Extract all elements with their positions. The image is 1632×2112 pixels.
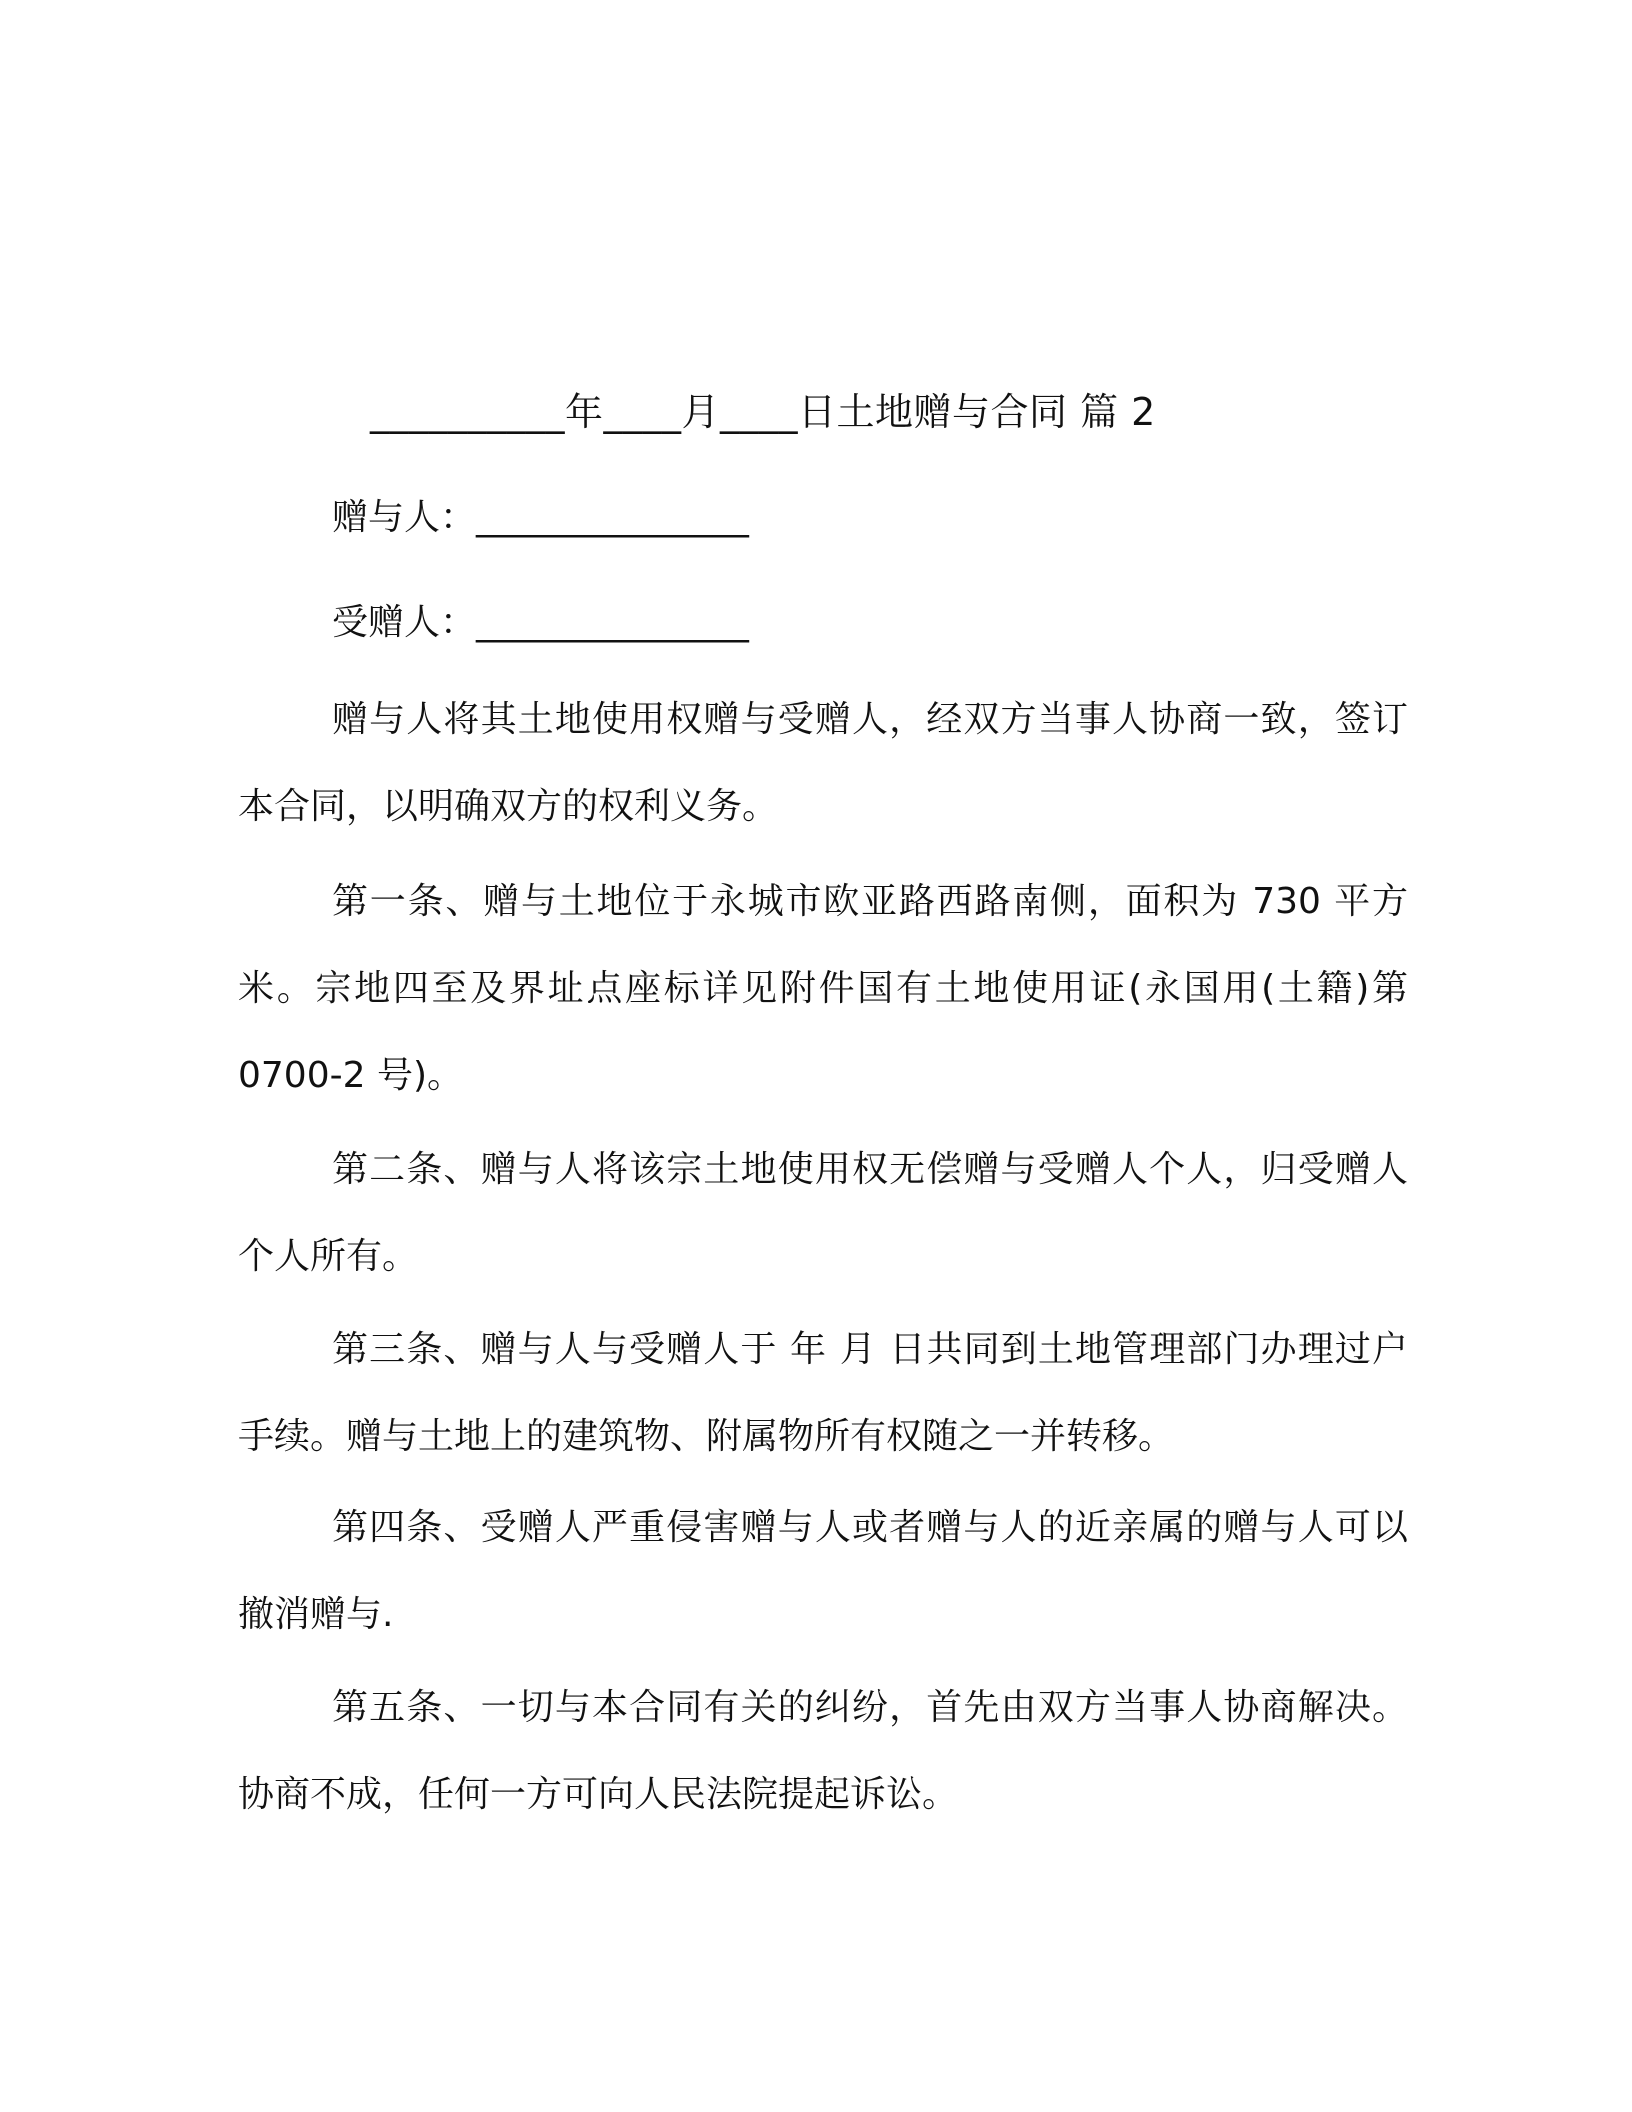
donor-line: [332, 490, 749, 546]
donee-blank: _______________: [476, 602, 750, 643]
paragraph-intro: 赠与人将其土地使用权赠与受赠人，经双方当事人协商一致，签订本合同，以明确双方的权利义务。: [238, 699, 1408, 827]
paragraph-article-1: 第一条、赠与土地位于永城市欧亚路西路南侧，面积为 730 平方米。宗地四至及界址点座标详见附件国有土地使用证(永国用(土籍)第 0700-2 号)。: [238, 881, 1408, 1096]
donor-label: 赠与人：: [332, 497, 477, 538]
paragraph-article-2: 第二条、赠与人将该宗土地使用权无偿赠与受赠人个人，归受赠人个人所有。: [238, 1149, 1408, 1277]
donee-line: [332, 595, 749, 651]
paragraph-article-5: 第五条、一切与本合同有关的纠纷，首先由双方当事人协商解决。协商不成，任何一方可向人民法院提起诉讼。: [238, 1687, 1408, 1815]
paragraph-article-4: 第四条、受赠人严重侵害赠与人或者赠与人的近亲属的赠与人可以撤消赠与.: [238, 1507, 1408, 1635]
donor-blank: _______________: [476, 497, 750, 538]
paragraph-article-3: 第三条、赠与人与受赠人于 年 月 日共同到土地管理部门办理过户手续。赠与土地上的建筑物、附属物所有权随之一并转移。: [238, 1329, 1408, 1457]
donee-label: 受赠人：: [332, 602, 477, 643]
document-title: __________年____月____日土地赠与合同 篇 2: [370, 390, 1156, 434]
